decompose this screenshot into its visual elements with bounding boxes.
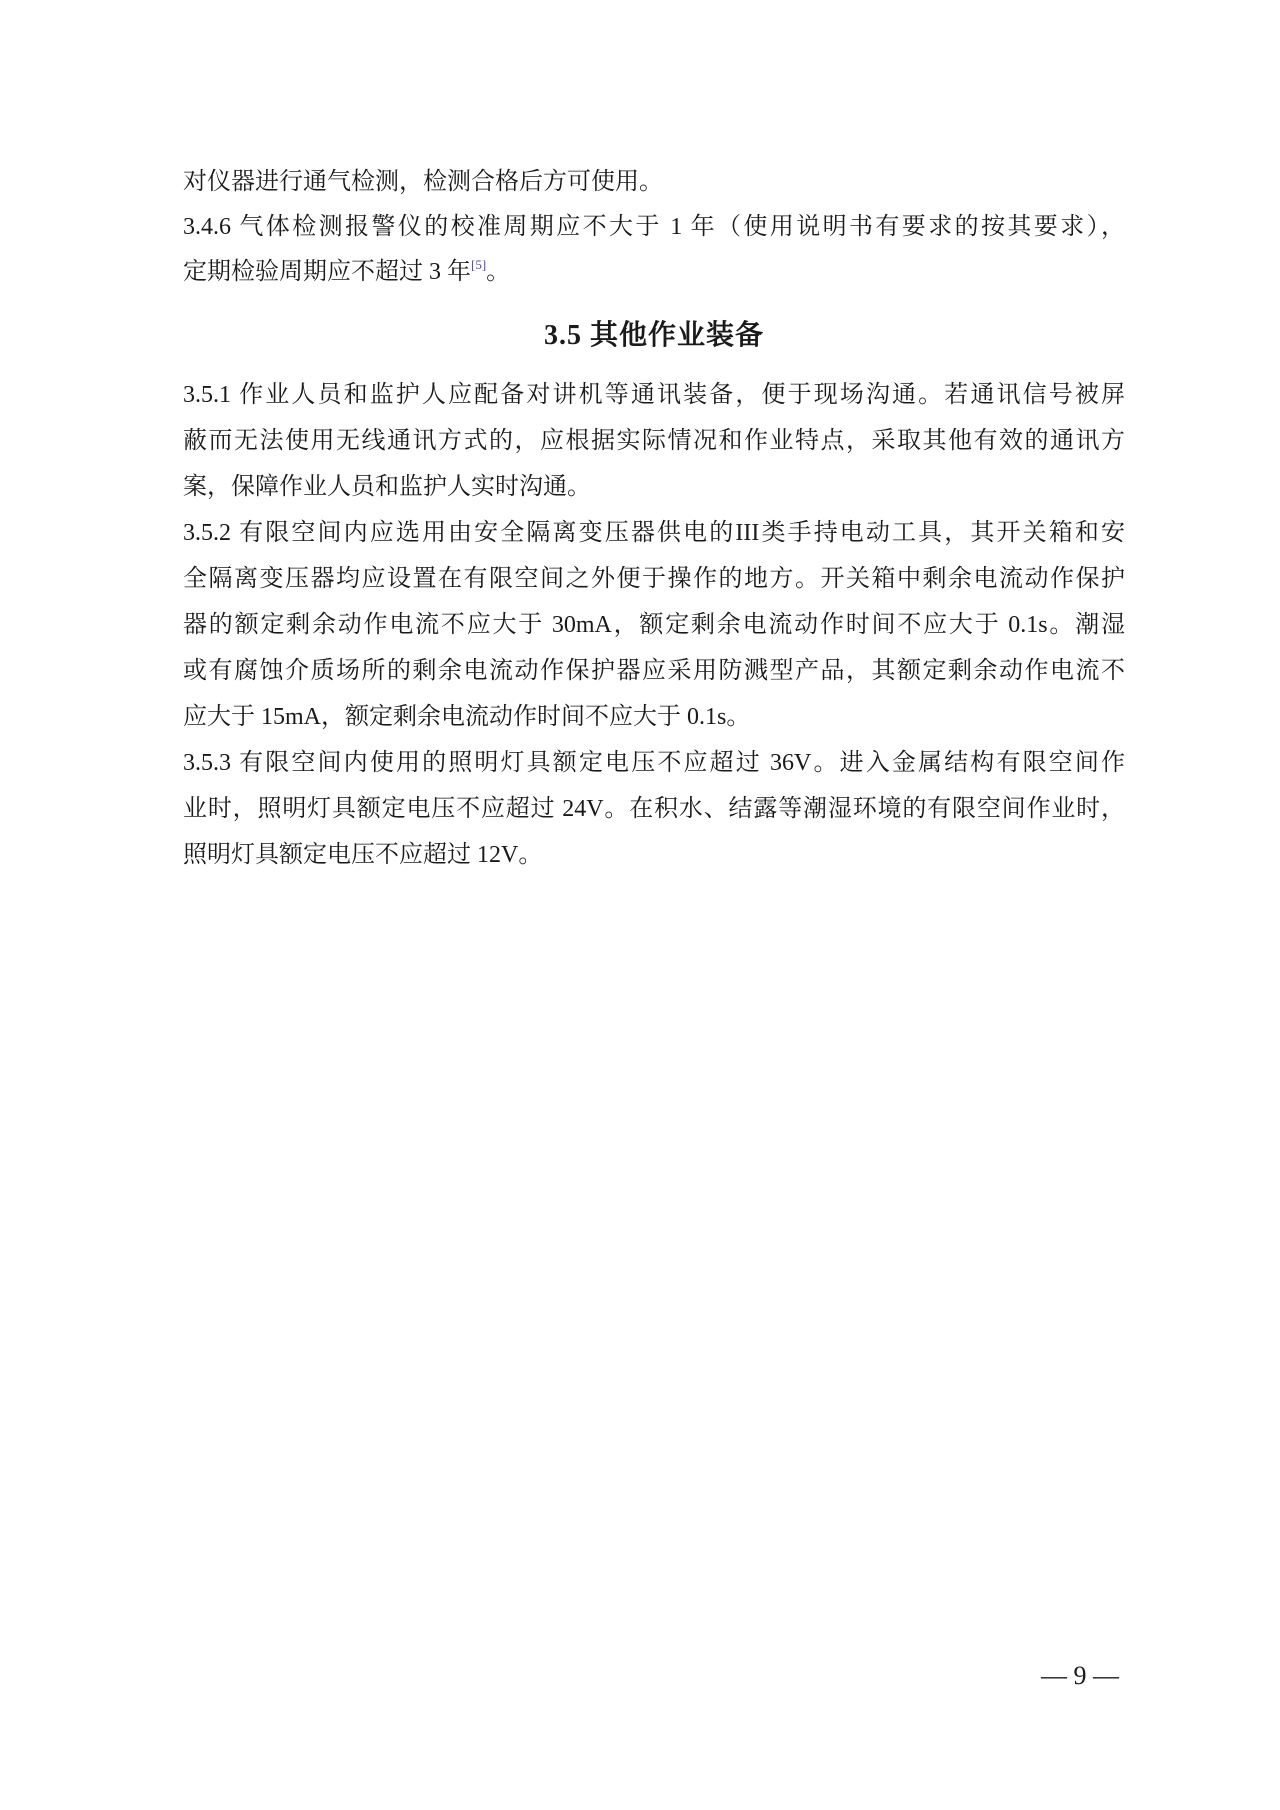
clause-3-4-6-tail: 。 [486,259,511,285]
clause-3-5-3-line: 业时，照明灯具额定电压不应超过 24V。在积水、结露等潮湿环境的有限空间作业时， [183,796,1125,822]
clause-3-4-6-text: 定期检验周期应不超过 3 年 [183,259,471,285]
clause-3-4-6-line [183,249,1125,295]
clause-3-5-2-line: 应大于 15mA，额定剩余电流动作时间不应大于 0.1s。 [183,704,751,730]
clause-3-5-1-line: 蔽而无法使用无线通讯方式的，应根据实际情况和作业特点，采取其他有效的通讯方 [183,428,1125,454]
clause-3-5-2-line: 器的额定剩余动作电流不应大于 30mA，额定剩余电流动作时间不应大于 0.1s。潮湿 [183,612,1125,638]
clause-3-5-2-line: 3.5.2 有限空间内应选用由安全隔离变压器供电的III类手持电动工具，其开关箱和安 [183,520,1125,546]
page-number: — 9 — [1041,1661,1119,1690]
clause-3-4-6-line: 3.4.6 气体检测报警仪的校准周期应不大于 1 年（使用说明书有要求的按其要求）， [183,214,1125,240]
clause-3-5-2-line: 或有腐蚀介质场所的剩余电流动作保护器应采用防溅型产品，其额定剩余动作电流不 [183,658,1125,684]
citation-reference-link[interactable]: [5] [471,257,487,272]
clause-3-5-2-line: 全隔离变压器均应设置在有限空间之外便于操作的地方。开关箱中剩余电流动作保护 [183,566,1125,592]
paragraph-continuation-line: 对仪器进行通气检测，检测合格后方可使用。 [183,169,663,195]
clause-3-5-3-line: 3.5.3 有限空间内使用的照明灯具额定电压不应超过 36V。进入金属结构有限空间作 [183,750,1125,776]
clause-3-5-1-line: 案，保障作业人员和监护人实时沟通。 [183,474,591,500]
clause-3-5-1-line: 3.5.1 作业人员和监护人应配备对讲机等通讯装备，便于现场沟通。若通讯信号被屏 [183,382,1125,408]
clause-3-5-3-line: 照明灯具额定电压不应超过 12V。 [183,842,543,868]
section-heading-3-5: 3.5 其他作业装备 [543,320,764,351]
